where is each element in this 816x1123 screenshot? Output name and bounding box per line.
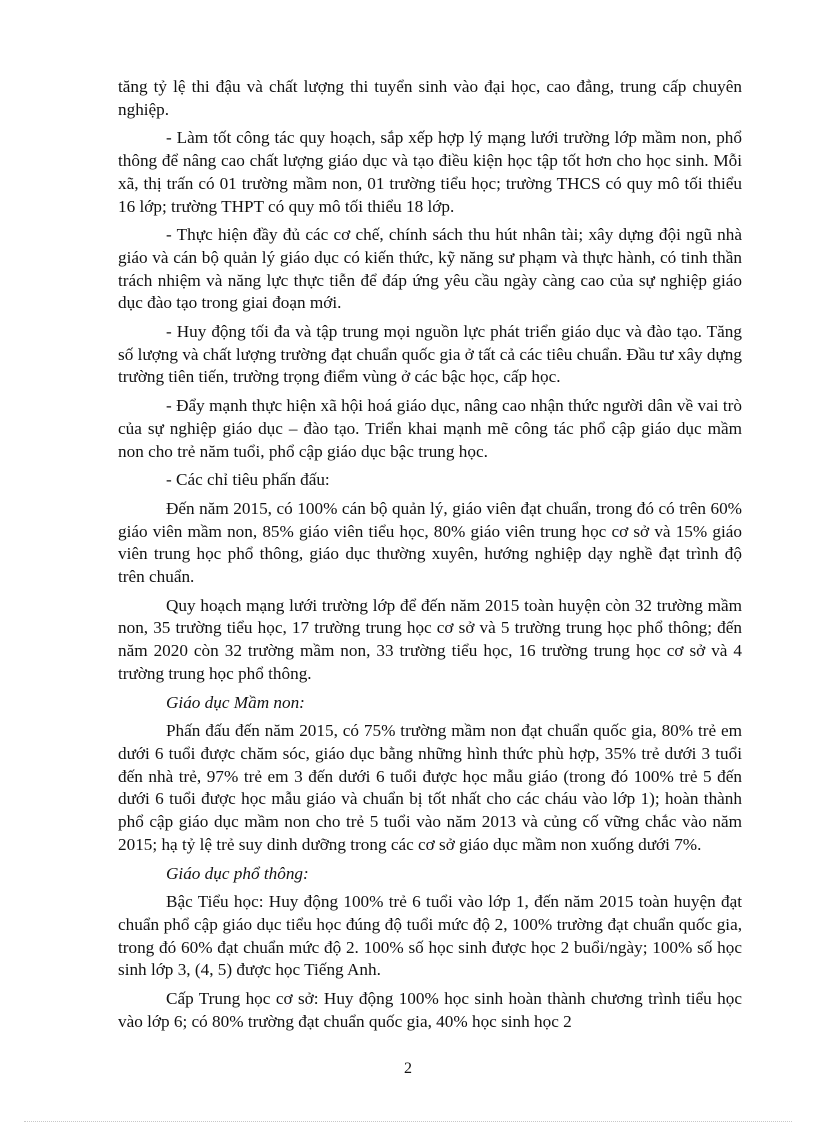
document-body	[118, 76, 742, 1039]
paragraph-1: tăng tỷ lệ thi đậu và chất lượng thi tuyển sinh vào đại học, cao đẳng, trung cấp chuyên nghiệp.	[118, 77, 742, 119]
paragraph-6: - Các chỉ tiêu phấn đấu:	[166, 470, 330, 490]
section-heading-mam-non: Giáo dục Mầm non:	[166, 692, 305, 712]
paragraph-3: - Thực hiện đầy đủ các cơ chế, chính sách thu hút nhân tài; xây dựng đội ngũ nhà giáo và cán bộ quản lý giáo dục có kiến thức, kỹ năng sư phạm và thực hành, có tinh thần trách nhiệm và năng lực thực tiễn để đáp ứng yêu cầu ngày càng cao của sự nghiệp giáo dục đào tạo trong giai đoạn mới.	[118, 225, 742, 313]
page-number: 2	[404, 1060, 412, 1077]
paragraph-2: - Làm tốt công tác quy hoạch, sắp xếp hợp lý mạng lưới trường lớp mầm non, phổ thông để nâng cao chất lượng giáo dục và tạo điều kiện học tập tốt hơn cho học sinh. Mỗi xã, thị trấn có 01 trường mầm non, 01 trường tiểu học; trường THCS có quy mô tối thiểu 16 lớp; trường THPT có quy mô tối thiểu 18 lớp.	[118, 128, 742, 216]
paragraph-12: Bậc Tiểu học: Huy động 100% trẻ 6 tuổi vào lớp 1, đến năm 2015 toàn huyện đạt chuẩn phổ cập giáo dục tiểu học đúng độ tuổi mức độ 2, 100% trường đạt chuẩn quốc gia, trong đó 60% đạt chuẩn mức độ 2. 100% số học sinh được học 2 buổi/ngày; 100% số học sinh lớp 3, (4, 5) được học Tiếng Anh.	[118, 892, 742, 980]
paragraph-10: Phấn đấu đến năm 2015, có 75% trường mầm non đạt chuẩn quốc gia, 80% trẻ em dưới 6 tuổi được chăm sóc, giáo dục bằng những hình thức phù hợp, 35% trẻ dưới 3 tuổi đến nhà trẻ, 97% trẻ em 3 đến dưới 6 tuổi được học mẫu giáo (trong đó 100% trẻ 5 đến dưới 6 tuổi được học mẫu giáo và chuẩn bị tốt nhất cho các cháu vào lớp 1); hoàn thành phổ cập giáo dục mầm non cho trẻ 5 tuổi vào năm 2013 và củng cố vững chắc vào năm 2015; hạ tỷ lệ trẻ suy dinh dưỡng trong các cơ sở giáo dục mầm non xuống dưới 7%.	[118, 721, 742, 854]
paragraph-5: - Đẩy mạnh thực hiện xã hội hoá giáo dục, nâng cao nhận thức người dân về vai trò của sự nghiệp giáo dục – đào tạo. Triển khai mạnh mẽ công tác phổ cập giáo dục mầm non cho trẻ năm tuổi, phổ cập giáo dục bậc trung học.	[118, 396, 742, 461]
paragraph-4: - Huy động tối đa và tập trung mọi nguồn lực phát triển giáo dục và đào tạo. Tăng số lượng và chất lượng trường đạt chuẩn quốc gia ở tất cả các tiêu chuẩn. Đầu tư xây dựng trường tiên tiến, trường trọng điểm vùng ở các bậc học, cấp học.	[118, 322, 742, 387]
paragraph-8: Quy hoạch mạng lưới trường lớp để đến năm 2015 toàn huyện còn 32 trường mầm non, 35 trường tiểu học, 17 trường trung học cơ sở và 5 trường trung học phổ thông; đến năm 2020 còn 32 trường mầm non, 33 trường tiểu học, 16 trường trung học cơ sở và 4 trường trung học phổ thông.	[118, 595, 742, 683]
paragraph-13: Cấp Trung học cơ sở: Huy động 100% học sinh hoàn thành chương trình tiểu học vào lớp 6; có 80% trường đạt chuẩn quốc gia, 40% học sinh học 2	[118, 989, 742, 1031]
section-heading-pho-thong: Giáo dục phổ thông:	[166, 863, 309, 883]
page-edge-divider	[24, 1121, 792, 1122]
paragraph-7: Đến năm 2015, có 100% cán bộ quản lý, giáo viên đạt chuẩn, trong đó có trên 60% giáo viên mầm non, 85% giáo viên tiểu học, 80% giáo viên trung học cơ sở và 15% giáo viên trung học phổ thông, giáo dục thường xuyên, hướng nghiệp dạy nghề đạt trình độ trên chuẩn.	[118, 498, 742, 587]
